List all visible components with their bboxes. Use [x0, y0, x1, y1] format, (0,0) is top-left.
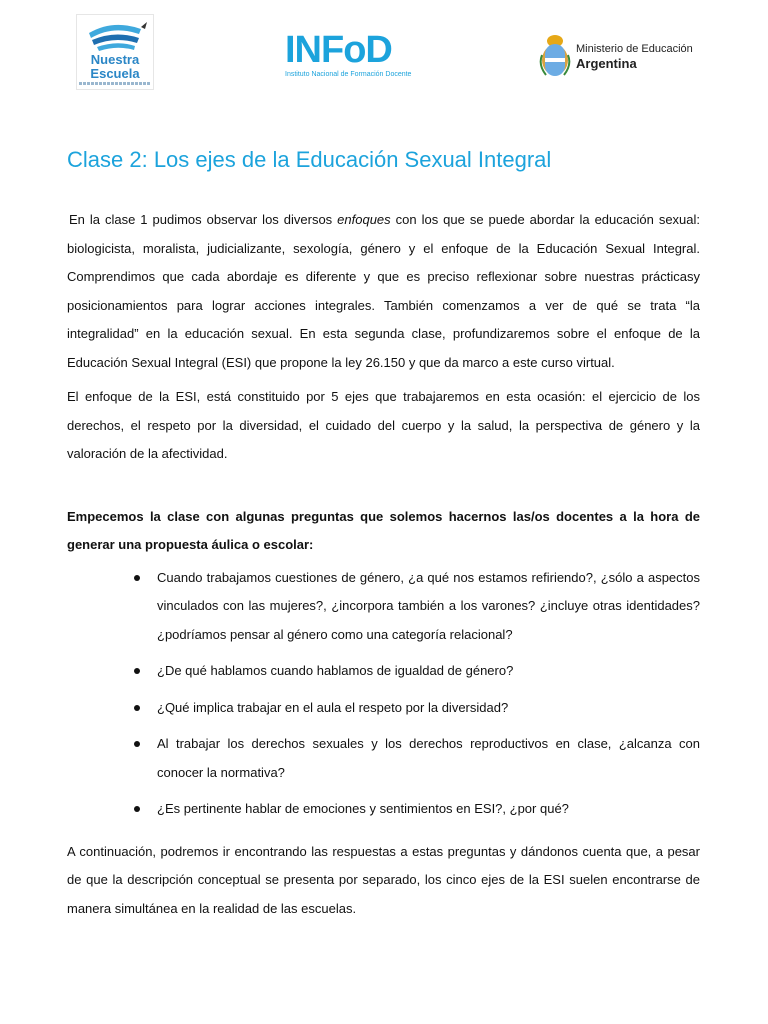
list-item: [157, 694, 700, 723]
paragraph-intro-after: con los que se puede abordar la educación sexual: biologicista, moralista, judicializante, sexología, género y el enfoque de la Educación Sexual Integral. Comprendimos que cada abordaje es diferente y que es preciso reflexionar sobre nuestras prácticasy posicionamientos para lograr acciones integrales. También comenzamos a ver de qué se trata “la integralidad” en la educación sexual. En esta segunda clase, profundizaremos sobre el enfoque de la Educación Sexual Integral (ESI) que propone la ley 26.150 y que da marco a este curso virtual.: [67, 212, 701, 370]
infod-subtitle: Instituto Nacional de Formación Docente: [285, 71, 412, 78]
bullet-icon: [134, 806, 140, 812]
bullet-icon: [134, 575, 140, 581]
list-item-text: Al trabajar los derechos sexuales y los derechos reproductivos en clase, ¿alcanza con conocer la normativa?: [157, 736, 700, 780]
document-body: [67, 206, 700, 923]
list-item-text: Cuando trabajamos cuestiones de género, ¿a qué nos estamos refiriendo?, ¿sólo a aspectos vinculados con las mujeres?, ¿incorpora también a los varones? ¿incluye otras identidades? ¿podríamos pensar al género como una categoría relacional?: [157, 569, 700, 642]
ministerio-line1: Ministerio de Educación: [576, 43, 693, 55]
paragraph-conclusion: A continuación, podremos ir encontrando las respuestas a estas preguntas y dándonos cuenta que, a pesar de que la descripción conceptual se presenta por separado, los cinco ejes de la ESI suelen encontrarse de manera simultánea en la realidad de las escuelas.: [67, 843, 700, 916]
paragraph-ejes: El enfoque de la ESI, está constituido por 5 ejes que trabajaremos en esta ocasión: el ejercicio de los derechos, el respeto por la diversidad, el cuidado del cuerpo y la salud, la perspectiva de género y la valoración de la afectividad.: [67, 389, 700, 461]
list-item-text: ¿Es pertinente hablar de emociones y sentimientos en ESI?, ¿por qué?: [157, 801, 569, 816]
ministerio-line2: Argentina: [576, 56, 637, 71]
nuestra-escuela-line2: Escuela: [90, 66, 140, 81]
nuestra-escuela-tagline: [79, 82, 151, 85]
nuestra-escuela-emblem-icon: [83, 19, 149, 53]
list-item: [157, 795, 700, 824]
list-item: [157, 730, 700, 787]
paragraph-questions-intro: Empecemos la clase con algunas preguntas que solemos hacernos las/os docentes a la hora de generar una propuesta áulica o escolar:: [67, 508, 700, 552]
paragraph-intro-before: En la clase 1 pudimos observar los diversos: [69, 212, 338, 227]
list-item-text: ¿De qué hablamos cuando hablamos de igualdad de género?: [157, 663, 514, 678]
infod-title: INFoD: [285, 29, 392, 71]
bullet-icon: [134, 741, 140, 747]
coat-of-arms-icon: [538, 33, 572, 79]
page-title: Clase 2: Los ejes de la Educación Sexual Integral: [67, 147, 552, 172]
list-item-text: ¿Qué implica trabajar en el aula el respeto por la diversidad?: [157, 699, 509, 715]
bullet-icon: [134, 668, 140, 674]
list-item: [157, 564, 700, 650]
paragraph-intro-italic: enfoques: [337, 212, 391, 227]
nuestra-escuela-line1: Nuestra: [90, 52, 140, 67]
questions-list: [67, 564, 700, 824]
list-item: [157, 657, 700, 686]
infod-logo: [285, 29, 412, 85]
ministerio-logo: [538, 33, 693, 79]
nuestra-escuela-logo: [76, 14, 154, 90]
bullet-icon: [134, 705, 140, 711]
page-header: [0, 0, 768, 100]
paragraph-intro: [67, 206, 700, 377]
